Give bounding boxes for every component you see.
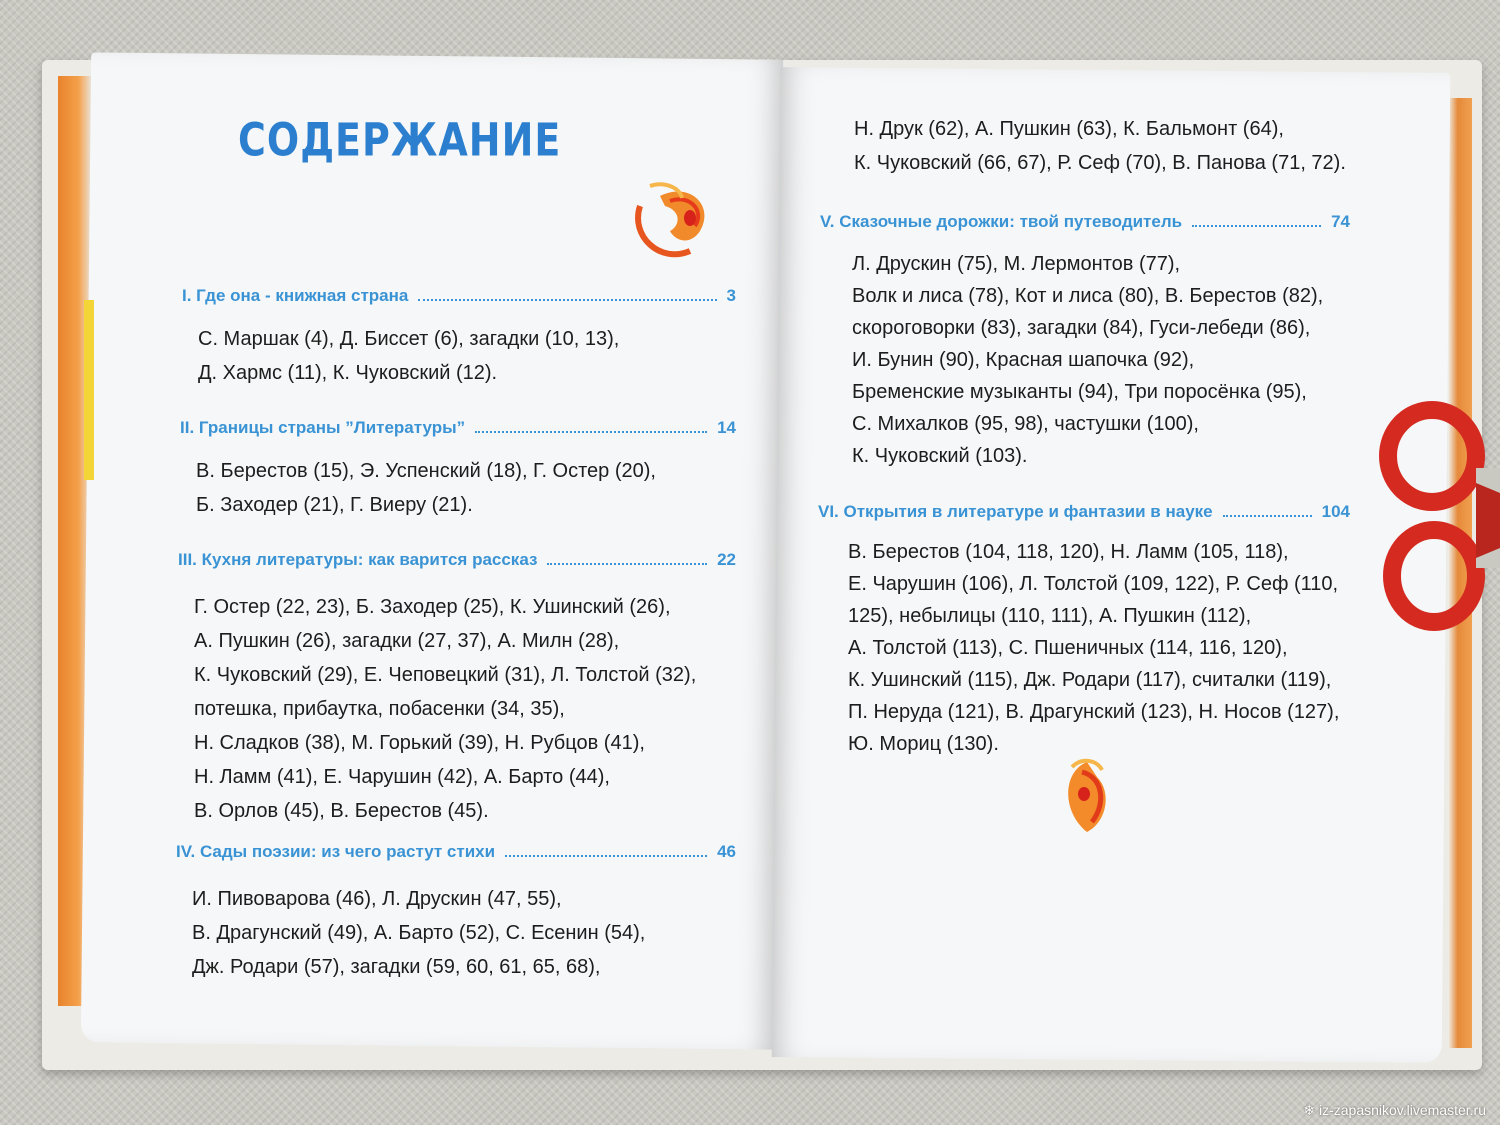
toc-continued-entries	[854, 112, 1346, 180]
toc-heading-5[interactable]: V. Сказочные дорожки: твой путеводитель 74	[820, 212, 1350, 231]
toc-entry: Н. Друк (62), А. Пушкин (63), К. Бальмонт (64),	[854, 118, 1284, 140]
toc-entry: К. Чуковский (103).	[852, 445, 1028, 467]
toc-entry: И. Пивоварова (46), Л. Друскин (47, 55),	[192, 888, 562, 910]
toc-entry: В. Берестов (15), Э. Успенский (18), Г. Остер (20),	[196, 460, 656, 482]
toc-entry: Г. Остер (22, 23), Б. Заходер (25), К. Ушинский (26),	[194, 596, 671, 618]
snowflake-icon: ❄	[1303, 1102, 1319, 1118]
firebird-feather-icon	[620, 176, 720, 266]
toc-entries-1	[198, 322, 619, 390]
toc-entry: В. Берестов (104, 118, 120), Н. Ламм (105, 118),	[848, 541, 1289, 563]
toc-entry: С. Маршак (4), Д. Биссет (6), загадки (10, 13),	[198, 328, 620, 350]
toc-entry: Н. Ламм (41), Е. Чарушин (42), А. Барто (44),	[194, 766, 610, 788]
toc-entries-2	[196, 454, 656, 522]
toc-entries-5	[852, 248, 1323, 472]
toc-entry: И. Бунин (90), Красная шапочка (92),	[852, 349, 1195, 371]
toc-heading-3[interactable]: III. Кухня литературы: как варится рассказ 22	[178, 550, 736, 569]
yellow-bookmark-strip	[84, 300, 94, 480]
toc-entry: С. Михалков (95, 98), частушки (100),	[852, 413, 1199, 435]
toc-entry: Д. Хармс (11), К. Чуковский (12).	[198, 362, 498, 384]
toc-entry: Е. Чарушин (106), Л. Толстой (109, 122), Р. Сеф (110,	[848, 573, 1339, 595]
toc-entry: Н. Сладков (38), М. Горький (39), Н. Рубцов (41),	[194, 732, 645, 754]
toc-entry: А. Пушкин (26), загадки (27, 37), А. Милн (28),	[194, 630, 620, 652]
toc-entries-6	[848, 536, 1339, 760]
toc-entry: К. Чуковский (66, 67), Р. Сеф (70), В. Панова (71, 72).	[854, 152, 1346, 174]
toc-heading-4[interactable]: IV. Сады поэзии: из чего растут стихи 46	[176, 842, 736, 861]
toc-entry: 125), небылицы (110, 111), А. Пушкин (112),	[848, 605, 1252, 627]
toc-entry: П. Неруда (121), В. Драгунский (123), Н. Носов (127),	[848, 701, 1340, 723]
toc-entry: Л. Друскин (75), М. Лермонтов (77),	[852, 253, 1181, 275]
watermark: ❄ iz-zapasnikov.livemaster.ru	[1303, 1102, 1486, 1118]
toc-entries-3	[194, 590, 696, 828]
toc-heading-1[interactable]: I. Где она - книжная страна 3	[182, 286, 736, 305]
scissors-icon[interactable]	[1376, 398, 1500, 638]
toc-entry: А. Толстой (113), С. Пшеничных (114, 116, 120),	[848, 637, 1288, 659]
toc-heading-2[interactable]: II. Границы страны ”Литературы” 14	[180, 418, 736, 437]
toc-entries-4	[192, 882, 645, 984]
page-title: СОДЕРЖАНИЕ	[238, 113, 562, 167]
firebird-feather-icon	[1052, 752, 1122, 842]
toc-entry: В. Орлов (45), В. Берестов (45).	[194, 800, 489, 822]
toc-entry: К. Чуковский (29), Е. Чеповецкий (31), Л. Толстой (32),	[194, 664, 697, 686]
toc-entry: потешка, прибаутка, побасенки (34, 35),	[194, 698, 565, 720]
toc-entry: скороговорки (83), загадки (84), Гуси-лебеди (86),	[852, 317, 1311, 339]
toc-entry: К. Ушинский (115), Дж. Родари (117), считалки (119),	[848, 669, 1332, 691]
toc-heading-6[interactable]: VI. Открытия в литературе и фантазии в науке 104	[818, 502, 1350, 521]
toc-entry: В. Драгунский (49), А. Барто (52), С. Есенин (54),	[192, 922, 646, 944]
toc-entry: Дж. Родари (57), загадки (59, 60, 61, 65, 68),	[192, 956, 601, 978]
toc-entry: Бременские музыканты (94), Три поросёнка (95),	[852, 381, 1307, 403]
toc-entry: Волк и лиса (78), Кот и лиса (80), В. Берестов (82),	[852, 285, 1324, 307]
toc-entry: Ю. Мориц (130).	[848, 733, 999, 755]
toc-entry: Б. Заходер (21), Г. Виеру (21).	[196, 494, 473, 516]
